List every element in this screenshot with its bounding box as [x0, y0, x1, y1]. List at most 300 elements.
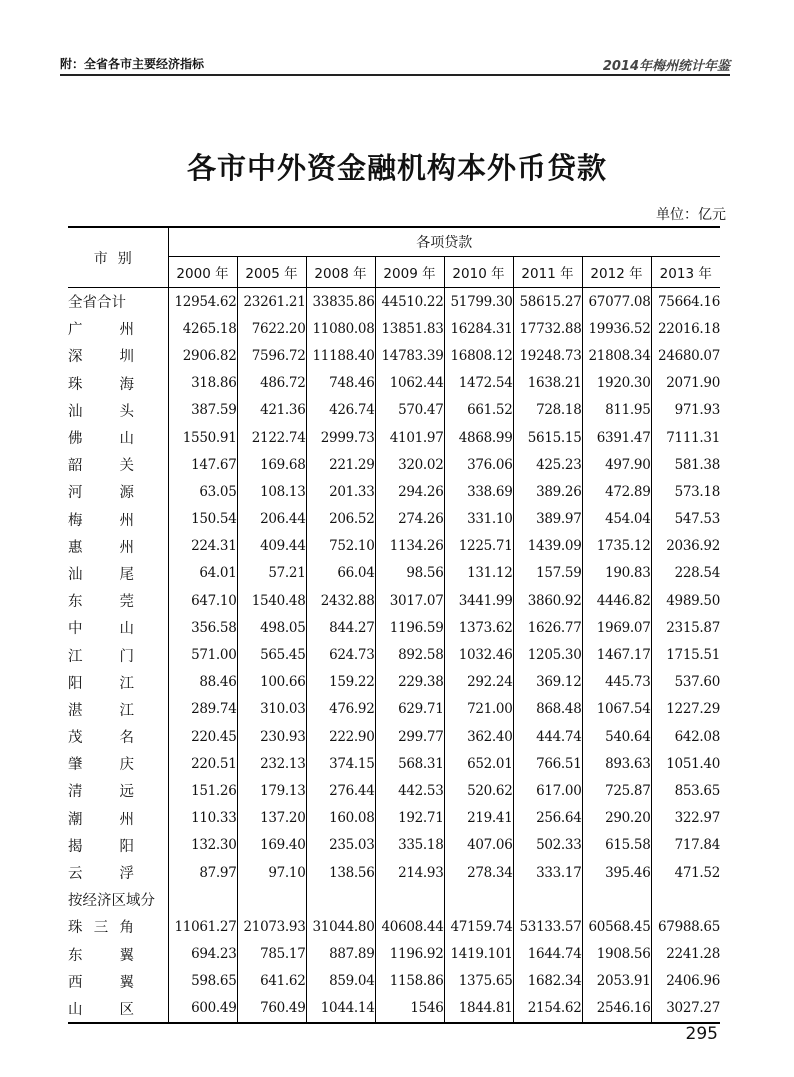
column-header-year: 2011 年 — [513, 257, 582, 288]
table-row — [68, 886, 720, 913]
column-header-year: 2009 年 — [375, 257, 444, 288]
column-header-year: 2000 年 — [176, 266, 229, 282]
table-cell: 2546.16 — [582, 995, 651, 1023]
table-cell: 1715.51 — [651, 641, 720, 668]
table-cell: 110.33 — [191, 810, 237, 827]
table-cell — [237, 886, 306, 913]
table-cell: 652.01 — [444, 750, 513, 777]
table-cell: 33835.86 — [306, 288, 375, 316]
column-group-header: 各项贷款 — [168, 227, 720, 257]
row-label — [68, 995, 168, 1023]
table-cell: 694.23 — [191, 946, 237, 963]
table-cell: 2315.87 — [651, 614, 720, 641]
table-cell: 2122.74 — [237, 424, 306, 451]
table-cell: 624.73 — [306, 641, 375, 668]
table-cell: 409.44 — [237, 533, 306, 560]
table-cell: 598.65 — [191, 973, 237, 990]
row-label-text: 中山 — [68, 621, 134, 638]
table-cell: 887.89 — [306, 941, 375, 968]
table-cell: 67988.65 — [651, 913, 720, 940]
running-head-rule — [60, 74, 730, 76]
table-cell: 87.97 — [199, 864, 237, 881]
row-label — [68, 669, 168, 696]
row-label-text: 梅州 — [68, 512, 134, 529]
table-cell: 322.97 — [651, 805, 720, 832]
table-cell: 573.18 — [651, 478, 720, 505]
table-cell: 138.56 — [306, 859, 375, 886]
table-cell: 356.58 — [191, 619, 237, 636]
row-label — [68, 641, 168, 668]
table-cell: 1044.14 — [306, 995, 375, 1023]
column-header-year: 2013 年 — [651, 257, 720, 288]
table-cell: 276.44 — [306, 777, 375, 804]
table-cell: 2071.90 — [651, 370, 720, 397]
table-cell: 426.74 — [306, 397, 375, 424]
table-cell: 88.46 — [199, 674, 237, 691]
row-label-text: 广州 — [68, 322, 134, 339]
table-cell: 232.13 — [237, 750, 306, 777]
table-cell: 853.65 — [651, 777, 720, 804]
row-label — [68, 859, 168, 886]
table-cell: 476.92 — [306, 696, 375, 723]
row-label-text: 珠海 — [68, 376, 134, 393]
table-cell: 310.03 — [237, 696, 306, 723]
table-cell: 2053.91 — [582, 968, 651, 995]
table-row — [68, 669, 720, 696]
row-label-text: 韶关 — [68, 458, 134, 475]
table-cell: 131.12 — [444, 560, 513, 587]
table-cell: 859.04 — [306, 968, 375, 995]
table-cell: 179.13 — [237, 777, 306, 804]
table-cell: 224.31 — [191, 538, 237, 555]
table-cell: 1735.12 — [582, 533, 651, 560]
table-cell: 206.44 — [237, 506, 306, 533]
row-label-text: 清远 — [68, 784, 134, 801]
table-cell: 2906.82 — [182, 347, 237, 364]
table-row — [68, 941, 720, 968]
row-label-text: 全省合计 — [68, 295, 126, 312]
table-cell — [582, 886, 651, 913]
table-cell: 11188.40 — [306, 342, 375, 369]
table-row — [68, 641, 720, 668]
table-cell — [168, 886, 237, 913]
table-cell: 600.49 — [191, 1000, 237, 1017]
row-label-text: 珠三角 — [68, 920, 134, 937]
table-cell: 97.10 — [237, 859, 306, 886]
table-row — [68, 342, 720, 369]
table-cell: 1373.62 — [444, 614, 513, 641]
table-cell: 721.00 — [444, 696, 513, 723]
table-row — [68, 587, 720, 614]
table-cell: 3441.99 — [444, 587, 513, 614]
row-label — [68, 288, 168, 316]
table-cell: 66.04 — [306, 560, 375, 587]
column-header-year: 2005 年 — [237, 257, 306, 288]
table-cell: 629.71 — [375, 696, 444, 723]
table-cell: 40608.44 — [375, 913, 444, 940]
page-title: 各市中外资金融机构本外币贷款 — [186, 151, 607, 185]
table-row — [68, 696, 720, 723]
table-cell: 1134.26 — [375, 533, 444, 560]
table-cell: 642.08 — [651, 723, 720, 750]
table-cell: 229.38 — [375, 669, 444, 696]
table-cell: 256.64 — [513, 805, 582, 832]
table-cell: 299.77 — [375, 723, 444, 750]
table-cell: 752.10 — [306, 533, 375, 560]
row-label-text: 河源 — [68, 485, 134, 502]
table-cell: 1644.74 — [513, 941, 582, 968]
table-cell: 23261.21 — [237, 288, 306, 316]
row-label — [68, 478, 168, 505]
table-cell: 160.08 — [306, 805, 375, 832]
row-label-text: 揭阳 — [68, 838, 134, 855]
table-cell: 320.02 — [375, 451, 444, 478]
table-cell: 230.93 — [237, 723, 306, 750]
table-header — [68, 227, 720, 288]
table-cell: 19248.73 — [513, 342, 582, 369]
table-cell: 1550.91 — [182, 429, 237, 446]
table-cell: 3027.27 — [651, 995, 720, 1023]
table-cell: 717.84 — [651, 832, 720, 859]
table-cell: 137.20 — [237, 805, 306, 832]
table-cell: 290.20 — [582, 805, 651, 832]
table-cell: 1158.86 — [375, 968, 444, 995]
table-cell: 1062.44 — [375, 370, 444, 397]
table-cell: 98.56 — [375, 560, 444, 587]
row-label-text: 茂名 — [68, 730, 134, 747]
table-cell: 11080.08 — [306, 315, 375, 342]
row-label-text: 阳江 — [68, 675, 134, 692]
table-cell: 1196.92 — [375, 941, 444, 968]
table-cell: 387.59 — [191, 402, 237, 419]
table-cell: 1540.48 — [237, 587, 306, 614]
table-row — [68, 506, 720, 533]
row-label — [68, 723, 168, 750]
table-cell: 498.05 — [237, 614, 306, 641]
table-row — [68, 560, 720, 587]
row-label-text: 佛山 — [68, 431, 134, 448]
table-cell: 1227.29 — [651, 696, 720, 723]
table-cell: 1467.17 — [582, 641, 651, 668]
row-label-text: 东翼 — [68, 947, 134, 964]
table-cell: 2406.96 — [651, 968, 720, 995]
table-row — [68, 777, 720, 804]
row-label — [68, 451, 168, 478]
table-cell: 16808.12 — [444, 342, 513, 369]
table-cell: 16284.31 — [444, 315, 513, 342]
column-header-year: 2012 年 — [582, 257, 651, 288]
table-cell: 2154.62 — [513, 995, 582, 1023]
table-row — [68, 750, 720, 777]
table-cell: 1205.30 — [513, 641, 582, 668]
page-number: 295 — [685, 1024, 718, 1044]
table-cell: 22016.18 — [651, 315, 720, 342]
table-row — [68, 478, 720, 505]
row-label — [68, 750, 168, 777]
row-label-text: 汕尾 — [68, 566, 134, 583]
table-cell: 24680.07 — [651, 342, 720, 369]
table-cell: 445.73 — [582, 669, 651, 696]
table-cell: 338.69 — [444, 478, 513, 505]
table-cell: 4446.82 — [582, 587, 651, 614]
table-cell: 725.87 — [582, 777, 651, 804]
row-label — [68, 913, 168, 940]
table-cell: 151.26 — [191, 782, 237, 799]
table-cell: 661.52 — [444, 397, 513, 424]
row-label-text: 按经济区域分 — [68, 893, 155, 910]
table-cell: 571.00 — [191, 647, 237, 664]
table-cell: 2999.73 — [306, 424, 375, 451]
table-cell: 289.74 — [191, 701, 237, 718]
row-label-text: 山区 — [68, 1001, 134, 1018]
running-head — [60, 52, 730, 76]
table-cell: 1067.54 — [582, 696, 651, 723]
row-label — [68, 614, 168, 641]
table-row — [68, 288, 720, 316]
table-row — [68, 805, 720, 832]
table-cell: 1638.21 — [513, 370, 582, 397]
table-cell: 318.86 — [191, 375, 237, 392]
running-head-section: 附：全省各市主要经济指标 — [60, 57, 205, 71]
table-cell: 421.36 — [237, 397, 306, 424]
table-row — [68, 424, 720, 451]
table-cell: 5615.15 — [513, 424, 582, 451]
table-cell: 7111.31 — [651, 424, 720, 451]
table-cell: 6391.47 — [582, 424, 651, 451]
table-cell: 206.52 — [306, 506, 375, 533]
table-cell: 11061.27 — [174, 918, 237, 935]
table-cell: 1682.34 — [513, 968, 582, 995]
table-cell: 192.71 — [375, 805, 444, 832]
table-cell: 274.26 — [375, 506, 444, 533]
table-cell: 169.40 — [237, 832, 306, 859]
table-cell: 376.06 — [444, 451, 513, 478]
table-cell: 335.18 — [375, 832, 444, 859]
table-cell: 4868.99 — [444, 424, 513, 451]
row-label — [68, 587, 168, 614]
row-label — [68, 424, 168, 451]
table-row — [68, 859, 720, 886]
table-cell: 374.15 — [306, 750, 375, 777]
row-label-text: 肇庆 — [68, 757, 134, 774]
table-cell: 108.13 — [237, 478, 306, 505]
table-cell: 785.17 — [237, 941, 306, 968]
table-cell: 294.26 — [375, 478, 444, 505]
table-cell: 100.66 — [237, 669, 306, 696]
table-cell: 1051.40 — [651, 750, 720, 777]
table-cell: 844.27 — [306, 614, 375, 641]
row-label-text: 潮州 — [68, 811, 134, 828]
table-cell: 4265.18 — [182, 320, 237, 337]
row-label-text: 西翼 — [68, 974, 134, 991]
row-label-text: 汕头 — [68, 403, 134, 420]
table-cell: 1375.65 — [444, 968, 513, 995]
table-cell: 1844.81 — [444, 995, 513, 1023]
table-cell: 520.62 — [444, 777, 513, 804]
table-cell: 471.52 — [651, 859, 720, 886]
table-row — [68, 995, 720, 1023]
table-cell: 13851.83 — [375, 315, 444, 342]
table-cell — [375, 886, 444, 913]
table-cell: 568.31 — [375, 750, 444, 777]
row-label-text: 湛江 — [68, 702, 134, 719]
table-cell: 641.62 — [237, 968, 306, 995]
table-cell: 766.51 — [513, 750, 582, 777]
table-cell: 540.64 — [582, 723, 651, 750]
table-cell: 190.83 — [582, 560, 651, 587]
table-row — [68, 370, 720, 397]
table-cell: 570.47 — [375, 397, 444, 424]
table-cell: 2432.88 — [306, 587, 375, 614]
table-row — [68, 968, 720, 995]
table-cell: 44510.22 — [375, 288, 444, 316]
table-cell: 454.04 — [582, 506, 651, 533]
table-cell: 60568.45 — [582, 913, 651, 940]
table-row — [68, 397, 720, 424]
table-cell: 51799.30 — [444, 288, 513, 316]
table-cell: 728.18 — [513, 397, 582, 424]
row-label — [68, 805, 168, 832]
table-cell: 57.21 — [237, 560, 306, 587]
table-cell: 893.63 — [582, 750, 651, 777]
table-row — [68, 832, 720, 859]
table-row — [68, 315, 720, 342]
table-cell: 222.90 — [306, 723, 375, 750]
loans-table — [68, 226, 720, 1024]
table-cell: 444.74 — [513, 723, 582, 750]
table-cell: 58615.27 — [513, 288, 582, 316]
table-cell: 67077.08 — [582, 288, 651, 316]
table-cell: 868.48 — [513, 696, 582, 723]
table-cell: 892.58 — [375, 641, 444, 668]
row-label — [68, 941, 168, 968]
table-cell: 472.89 — [582, 478, 651, 505]
column-header-city: 市别 — [68, 227, 168, 288]
table-cell: 292.24 — [444, 669, 513, 696]
table-cell: 1196.59 — [375, 614, 444, 641]
column-header-year: 2008 年 — [306, 257, 375, 288]
table-cell: 19936.52 — [582, 315, 651, 342]
table-cell: 4989.50 — [651, 587, 720, 614]
table-cell: 407.06 — [444, 832, 513, 859]
table-cell: 1546 — [375, 995, 444, 1023]
table-cell: 331.10 — [444, 506, 513, 533]
table-cell: 47159.74 — [444, 913, 513, 940]
table-cell: 971.93 — [651, 397, 720, 424]
table-cell: 201.33 — [306, 478, 375, 505]
table-cell: 21808.34 — [582, 342, 651, 369]
table-cell: 537.60 — [651, 669, 720, 696]
table-cell: 581.38 — [651, 451, 720, 478]
row-label-text: 惠州 — [68, 539, 134, 556]
table-cell: 486.72 — [237, 370, 306, 397]
table-cell — [651, 886, 720, 913]
table-row — [68, 723, 720, 750]
row-label — [68, 832, 168, 859]
table-cell: 64.01 — [199, 565, 237, 582]
table-cell: 502.33 — [513, 832, 582, 859]
table-row — [68, 614, 720, 641]
table-cell: 1032.46 — [444, 641, 513, 668]
row-label — [68, 370, 168, 397]
row-label-text: 云浮 — [68, 866, 134, 883]
table-cell: 389.26 — [513, 478, 582, 505]
table-cell: 1626.77 — [513, 614, 582, 641]
table-cell: 219.41 — [444, 805, 513, 832]
table-cell: 12954.62 — [174, 293, 237, 310]
row-label — [68, 506, 168, 533]
table-cell: 220.45 — [191, 728, 237, 745]
table-cell: 63.05 — [199, 483, 237, 500]
row-label — [68, 886, 168, 913]
table-cell: 31044.80 — [306, 913, 375, 940]
table-cell: 1908.56 — [582, 941, 651, 968]
table-cell: 2036.92 — [651, 533, 720, 560]
running-head-book-title: 2014年梅州统计年鉴 — [602, 59, 730, 74]
table-cell: 1419.101 — [444, 941, 513, 968]
table-cell: 132.30 — [191, 837, 237, 854]
table-cell: 220.51 — [191, 755, 237, 772]
table-row — [68, 913, 720, 940]
table-row — [68, 533, 720, 560]
table-cell: 565.45 — [237, 641, 306, 668]
table-cell: 21073.93 — [237, 913, 306, 940]
table-cell: 17732.88 — [513, 315, 582, 342]
table-cell: 389.97 — [513, 506, 582, 533]
table-cell: 221.29 — [306, 451, 375, 478]
table-cell: 333.17 — [513, 859, 582, 886]
table-cell: 278.34 — [444, 859, 513, 886]
table-body — [68, 288, 720, 1024]
column-header-year: 2010 年 — [444, 257, 513, 288]
table-cell: 3860.92 — [513, 587, 582, 614]
row-label-text: 江门 — [68, 648, 134, 665]
table-cell: 547.53 — [651, 506, 720, 533]
table-cell: 395.46 — [582, 859, 651, 886]
table-cell: 497.90 — [582, 451, 651, 478]
table-cell: 1472.54 — [444, 370, 513, 397]
table-cell: 1225.71 — [444, 533, 513, 560]
table-cell — [444, 886, 513, 913]
table-cell: 169.68 — [237, 451, 306, 478]
row-label-text: 深圳 — [68, 349, 134, 366]
row-label-text: 东莞 — [68, 594, 134, 611]
table-cell: 811.95 — [582, 397, 651, 424]
table-cell: 159.22 — [306, 669, 375, 696]
table-cell — [306, 886, 375, 913]
table-cell: 150.54 — [191, 511, 237, 528]
row-label — [68, 696, 168, 723]
table-cell: 369.12 — [513, 669, 582, 696]
table-cell: 2241.28 — [651, 941, 720, 968]
table-cell: 615.58 — [582, 832, 651, 859]
table-cell: 442.53 — [375, 777, 444, 804]
row-label — [68, 560, 168, 587]
table-cell: 214.93 — [375, 859, 444, 886]
table-cell: 362.40 — [444, 723, 513, 750]
table-cell: 7622.20 — [237, 315, 306, 342]
row-label — [68, 315, 168, 342]
table-cell: 7596.72 — [237, 342, 306, 369]
unit-label: 单位：亿元 — [656, 207, 726, 223]
table-cell: 53133.57 — [513, 913, 582, 940]
table-cell: 147.67 — [191, 456, 237, 473]
row-label — [68, 342, 168, 369]
table-cell: 75664.16 — [651, 288, 720, 316]
table-cell: 4101.97 — [375, 424, 444, 451]
table-cell: 617.00 — [513, 777, 582, 804]
table-cell — [513, 886, 582, 913]
